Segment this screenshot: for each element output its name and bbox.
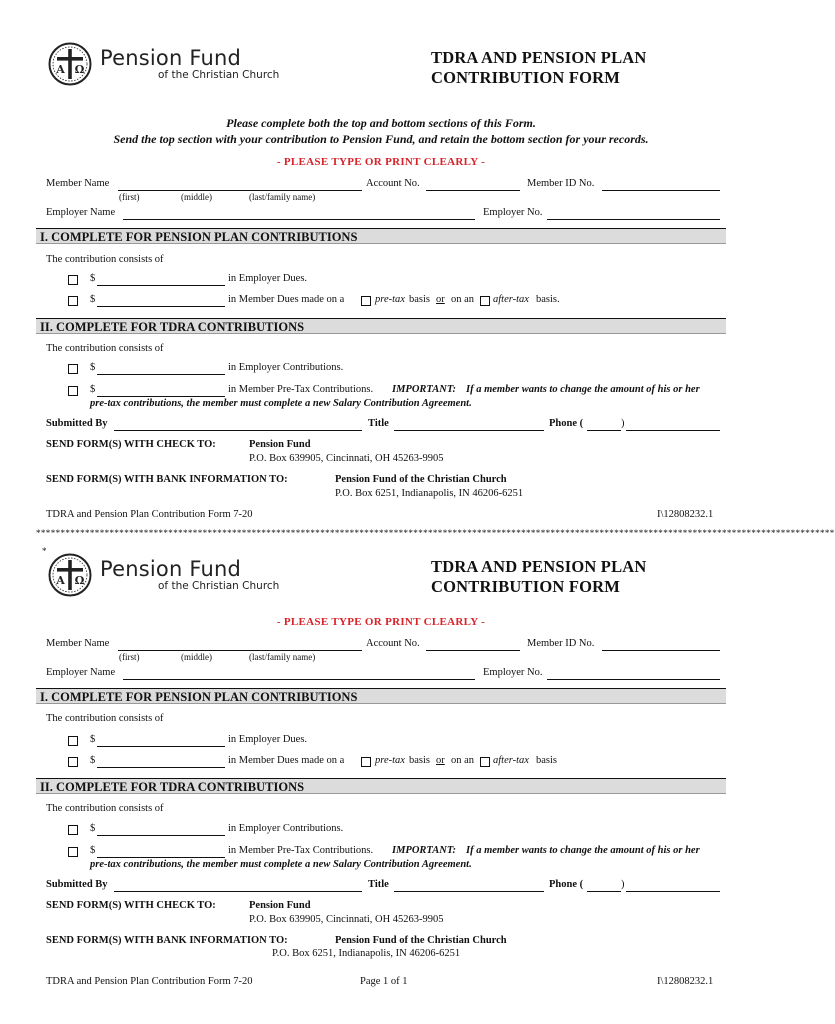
form-title [431, 557, 647, 597]
member-id-field[interactable] [602, 650, 720, 651]
employer-no-field[interactable] [547, 679, 720, 680]
middle-hint: (middle) [181, 652, 212, 662]
send-bank-label: SEND FORM(S) WITH BANK INFORMATION TO: [46, 935, 288, 946]
or-text: or [436, 294, 445, 305]
dollar-sign: $ [90, 845, 96, 856]
employer-name-field[interactable] [123, 679, 475, 680]
account-no-field[interactable] [426, 650, 520, 651]
member-id-label: Member ID No. [527, 178, 595, 189]
submitted-by-field[interactable] [114, 430, 362, 431]
pre-tax-checkbox[interactable] [361, 757, 371, 767]
on-an-text: on an [451, 755, 475, 766]
employer-name-field[interactable] [123, 219, 475, 220]
member-dues-text: in Member Dues made on a [228, 755, 345, 766]
after-tax-label: after-tax [493, 755, 529, 766]
important-text: If a member wants to change the amount of his or her [466, 845, 700, 856]
phone-label: Phone ( [549, 879, 584, 890]
first-hint: (first) [119, 652, 140, 662]
section2-consists: The contribution consists of [46, 803, 164, 814]
footer-form-name: TDRA and Pension Plan Contribution Form 7-20 [46, 509, 253, 520]
member-pretax-text: in Member Pre-Tax Contributions. [228, 384, 374, 395]
basis-text: basis [409, 755, 430, 766]
member-pretax-amount-field[interactable] [97, 857, 225, 858]
employer-no-label: Employer No. [483, 207, 543, 218]
member-pretax-checkbox[interactable] [68, 386, 78, 396]
send-bank-name: Pension Fund of the Christian Church [335, 474, 507, 485]
christian-church-seal-icon [48, 553, 92, 597]
logo-subtitle: of the Christian Church [158, 580, 280, 592]
dollar-sign: $ [90, 755, 96, 766]
last-hint: (last/family name) [249, 192, 316, 202]
member-dues-amount-field[interactable] [97, 767, 225, 768]
submitted-by-label: Submitted By [46, 418, 108, 429]
footer-page-number: Page 1 of 1 [360, 976, 408, 987]
member-dues-checkbox[interactable] [68, 757, 78, 767]
section1-consists: The contribution consists of [46, 713, 164, 724]
footer-doc-id: I\12808232.1 [657, 976, 714, 987]
employer-dues-amount-field[interactable] [97, 746, 225, 747]
svg-text:A: A [56, 574, 65, 587]
form-title [431, 48, 647, 88]
send-check-label: SEND FORM(S) WITH CHECK TO: [46, 900, 216, 911]
last-hint: (last/family name) [249, 652, 316, 662]
svg-text:A: A [56, 63, 65, 76]
employer-dues-text: in Employer Dues. [228, 734, 308, 745]
important-label: IMPORTANT: [392, 384, 456, 395]
section1-consists: The contribution consists of [46, 254, 164, 265]
member-dues-checkbox[interactable] [68, 296, 78, 306]
member-name-label: Member Name [46, 638, 110, 649]
section2-header: II. COMPLETE FOR TDRA CONTRIBUTIONS [36, 318, 726, 334]
form-title-line1: TDRA AND PENSION PLAN [431, 48, 647, 67]
phone-label: Phone ( [549, 418, 584, 429]
dollar-sign: $ [90, 734, 96, 745]
dollar-sign: $ [90, 823, 96, 834]
svg-text:Ω: Ω [74, 574, 85, 587]
title-label: Title [368, 879, 389, 890]
phone-area-field[interactable] [587, 891, 621, 892]
phone-number-field[interactable] [626, 430, 720, 431]
send-check-name: Pension Fund [249, 900, 311, 911]
or-text: or [436, 755, 445, 766]
first-hint: (first) [119, 192, 140, 202]
employer-dues-amount-field[interactable] [97, 285, 225, 286]
phone-paren: ) [621, 418, 625, 429]
phone-area-field[interactable] [587, 430, 621, 431]
member-name-label: Member Name [46, 178, 110, 189]
employer-no-field[interactable] [547, 219, 720, 220]
form-title-line2: CONTRIBUTION FORM [431, 577, 621, 596]
member-name-field[interactable] [118, 190, 362, 191]
title-field[interactable] [394, 891, 544, 892]
employer-contrib-checkbox[interactable] [68, 364, 78, 374]
member-pretax-text: in Member Pre-Tax Contributions. [228, 845, 374, 856]
send-bank-address: P.O. Box 6251, Indianapolis, IN 46206-6251 [272, 948, 461, 959]
basis-end-text: basis. [536, 294, 560, 305]
christian-church-seal-icon [48, 42, 92, 86]
employer-contrib-amount-field[interactable] [97, 835, 225, 836]
submitted-by-label: Submitted By [46, 879, 108, 890]
member-id-label: Member ID No. [527, 638, 595, 649]
logo-name: Pension Fund [100, 557, 242, 581]
section2-header: II. COMPLETE FOR TDRA CONTRIBUTIONS [36, 778, 726, 794]
account-no-label: Account No. [366, 178, 420, 189]
title-label: Title [368, 418, 389, 429]
instructions [36, 115, 726, 147]
send-bank-name: Pension Fund of the Christian Church [335, 935, 507, 946]
footer-form-name: TDRA and Pension Plan Contribution Form 7-20 [46, 976, 253, 987]
logo-subtitle: of the Christian Church [158, 69, 280, 81]
employer-dues-checkbox[interactable] [68, 275, 78, 285]
member-pretax-amount-field[interactable] [97, 396, 225, 397]
important-label: IMPORTANT: [392, 845, 456, 856]
member-dues-text: in Member Dues made on a [228, 294, 345, 305]
employer-contrib-text: in Employer Contributions. [228, 362, 344, 373]
employer-contrib-checkbox[interactable] [68, 825, 78, 835]
section1-header: I. COMPLETE FOR PENSION PLAN CONTRIBUTIONS [36, 228, 726, 244]
after-tax-checkbox[interactable] [480, 757, 490, 767]
logo [48, 553, 279, 597]
asterisk-mark: * [42, 546, 47, 556]
phone-number-field[interactable] [626, 891, 720, 892]
important-text-2: pre-tax contributions, the member must complete a new Salary Contribution Agreement. [90, 859, 472, 870]
after-tax-checkbox[interactable] [480, 296, 490, 306]
dollar-sign: $ [90, 384, 96, 395]
send-check-address: P.O. Box 639905, Cincinnati, OH 45263-9905 [249, 453, 444, 464]
phone-paren: ) [621, 879, 625, 890]
title-field[interactable] [394, 430, 544, 431]
employer-dues-checkbox[interactable] [68, 736, 78, 746]
member-id-field[interactable] [602, 190, 720, 191]
on-an-text: on an [451, 294, 475, 305]
member-name-field[interactable] [118, 650, 362, 651]
member-dues-amount-field[interactable] [97, 306, 225, 307]
logo-name: Pension Fund [100, 46, 242, 70]
important-text-2: pre-tax contributions, the member must complete a new Salary Contribution Agreement. [90, 398, 472, 409]
employer-dues-text: in Employer Dues. [228, 273, 308, 284]
account-no-label: Account No. [366, 638, 420, 649]
instructions-line2: Send the top section with your contribution to Pension Fund, and retain the bottom section for your records. [113, 132, 649, 146]
section2-consists: The contribution consists of [46, 343, 164, 354]
pre-tax-label: pre-tax [375, 294, 405, 305]
svg-text:Ω: Ω [74, 63, 85, 76]
print-clearly-notice: - PLEASE TYPE OR PRINT CLEARLY - [276, 156, 486, 168]
account-no-field[interactable] [426, 190, 520, 191]
employer-name-label: Employer Name [46, 207, 116, 218]
after-tax-label: after-tax [493, 294, 529, 305]
basis-end-text: basis [536, 755, 557, 766]
send-check-label: SEND FORM(S) WITH CHECK TO: [46, 439, 216, 450]
cut-line-separator: ******************************************************************************************************************************************************************* [36, 528, 835, 538]
pre-tax-label: pre-tax [375, 755, 405, 766]
send-check-name: Pension Fund [249, 439, 311, 450]
dollar-sign: $ [90, 294, 96, 305]
dollar-sign: $ [90, 362, 96, 373]
send-bank-address: P.O. Box 6251, Indianapolis, IN 46206-6251 [335, 488, 524, 499]
member-pretax-checkbox[interactable] [68, 847, 78, 857]
footer-doc-id: I\12808232.1 [657, 509, 714, 520]
employer-contrib-text: in Employer Contributions. [228, 823, 344, 834]
dollar-sign: $ [90, 273, 96, 284]
section1-header: I. COMPLETE FOR PENSION PLAN CONTRIBUTIONS [36, 688, 726, 704]
form-title-line1: TDRA AND PENSION PLAN [431, 557, 647, 576]
employer-name-label: Employer Name [46, 667, 116, 678]
print-clearly-notice: - PLEASE TYPE OR PRINT CLEARLY - [276, 616, 486, 628]
middle-hint: (middle) [181, 192, 212, 202]
pre-tax-checkbox[interactable] [361, 296, 371, 306]
form-title-line2: CONTRIBUTION FORM [431, 68, 621, 87]
send-check-address: P.O. Box 639905, Cincinnati, OH 45263-9905 [249, 914, 444, 925]
send-bank-label: SEND FORM(S) WITH BANK INFORMATION TO: [46, 474, 288, 485]
instructions-line1: Please complete both the top and bottom sections of this Form. [226, 116, 536, 130]
logo [48, 42, 279, 86]
employer-no-label: Employer No. [483, 667, 543, 678]
important-text: If a member wants to change the amount of his or her [466, 384, 700, 395]
submitted-by-field[interactable] [114, 891, 362, 892]
basis-text: basis [409, 294, 430, 305]
employer-contrib-amount-field[interactable] [97, 374, 225, 375]
